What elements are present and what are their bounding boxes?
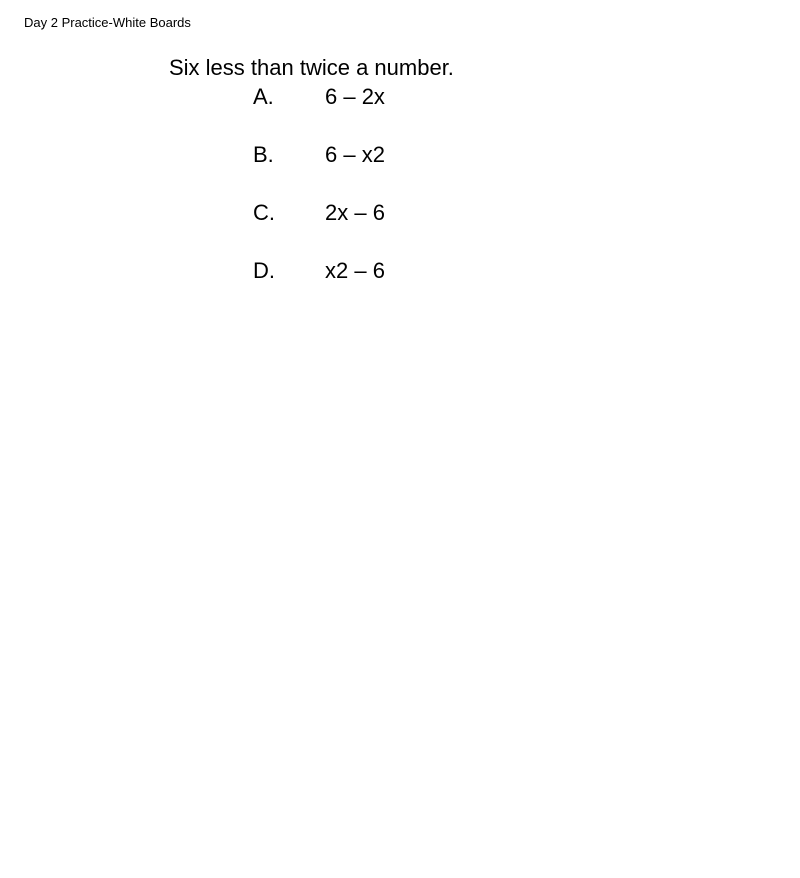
option-expression: 6 – x2 (325, 142, 385, 167)
option-expression: x2 – 6 (325, 258, 385, 283)
option-letter: B. (253, 142, 274, 167)
question-text: Six less than twice a number. (169, 55, 454, 80)
page-header-title: Day 2 Practice-White Boards (24, 15, 191, 30)
option-expression: 2x – 6 (325, 200, 385, 225)
option-expression: 6 – 2x (325, 84, 385, 109)
option-letter: D. (253, 258, 275, 283)
option-letter: A. (253, 84, 274, 109)
option-letter: C. (253, 200, 275, 225)
